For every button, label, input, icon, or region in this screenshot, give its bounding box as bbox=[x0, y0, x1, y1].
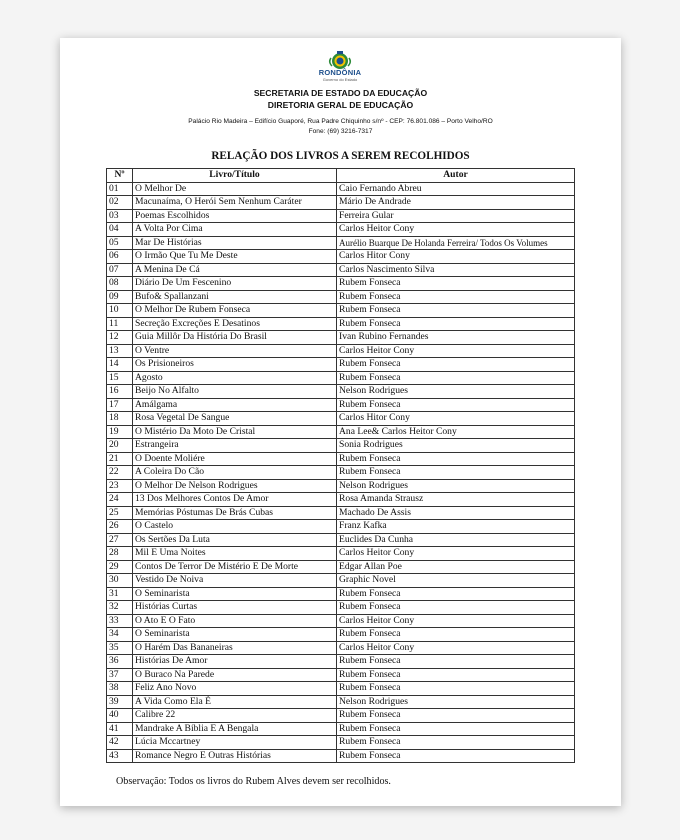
row-number: 34 bbox=[107, 628, 133, 642]
table-row bbox=[107, 722, 575, 736]
header-diretoria: DIRETORIA GERAL DE EDUCAÇÃO bbox=[267, 100, 414, 110]
row-author: Nelson Rodrigues bbox=[337, 695, 575, 709]
row-author: Nelson Rodrigues bbox=[337, 385, 575, 399]
row-number: 38 bbox=[107, 682, 133, 696]
row-number: 27 bbox=[107, 533, 133, 547]
row-title: O Seminarista bbox=[133, 587, 337, 601]
table-row bbox=[107, 250, 575, 264]
row-title: Diário De Um Fescenino bbox=[133, 277, 337, 291]
table-row bbox=[107, 479, 575, 493]
table-row bbox=[107, 574, 575, 588]
row-title: Poemas Escolhidos bbox=[133, 209, 337, 223]
books-table-body bbox=[107, 182, 575, 763]
row-author: Rubem Fonseca bbox=[337, 655, 575, 669]
row-number: 05 bbox=[107, 236, 133, 250]
table-row bbox=[107, 682, 575, 696]
row-title: Memórias Póstumas De Brás Cubas bbox=[133, 506, 337, 520]
row-number: 07 bbox=[107, 263, 133, 277]
table-row bbox=[107, 196, 575, 210]
row-author: Rubem Fonseca bbox=[337, 628, 575, 642]
row-number: 15 bbox=[107, 371, 133, 385]
row-title: Amálgama bbox=[133, 398, 337, 412]
table-row bbox=[107, 560, 575, 574]
row-author: Ferreira Gular bbox=[337, 209, 575, 223]
row-author: Euclides Da Cunha bbox=[337, 533, 575, 547]
row-title: Romance Negro E Outras Histórias bbox=[133, 749, 337, 763]
row-title: Lúcia Mccartney bbox=[133, 736, 337, 750]
row-author: Carlos Heitor Cony bbox=[337, 344, 575, 358]
row-author: Rubem Fonseca bbox=[337, 668, 575, 682]
table-row bbox=[107, 344, 575, 358]
table-row bbox=[107, 668, 575, 682]
row-author: Ana Lee& Carlos Heitor Cony bbox=[337, 425, 575, 439]
table-row bbox=[107, 371, 575, 385]
row-title: Macunaíma, O Herói Sem Nenhum Caráter bbox=[133, 196, 337, 210]
row-title: O Melhor De Rubem Fonseca bbox=[133, 304, 337, 318]
row-title: Bufo& Spallanzani bbox=[133, 290, 337, 304]
row-title: A Volta Por Cima bbox=[133, 223, 337, 237]
row-title: O Melhor De bbox=[133, 182, 337, 196]
row-number: 12 bbox=[107, 331, 133, 345]
row-number: 28 bbox=[107, 547, 133, 561]
logo-subtitle: Governo do Estado bbox=[322, 77, 358, 82]
row-number: 11 bbox=[107, 317, 133, 331]
row-title: O Ventre bbox=[133, 344, 337, 358]
document-page bbox=[60, 38, 621, 806]
row-author: Carlos Heitor Cony bbox=[337, 614, 575, 628]
row-number: 01 bbox=[107, 182, 133, 196]
row-author: Rubem Fonseca bbox=[337, 601, 575, 615]
table-row bbox=[107, 277, 575, 291]
row-author: Rubem Fonseca bbox=[337, 587, 575, 601]
row-number: 13 bbox=[107, 344, 133, 358]
row-author: Rubem Fonseca bbox=[337, 466, 575, 480]
row-title: A Vida Como Ela É bbox=[133, 695, 337, 709]
table-row bbox=[107, 236, 575, 250]
table-row bbox=[107, 641, 575, 655]
row-title: Vestido De Noiva bbox=[133, 574, 337, 588]
table-row bbox=[107, 385, 575, 399]
table-row bbox=[107, 736, 575, 750]
row-title: O Seminarista bbox=[133, 628, 337, 642]
row-number: 42 bbox=[107, 736, 133, 750]
header-phone: Fone: (69) 3216-7317 bbox=[308, 128, 373, 135]
row-number: 09 bbox=[107, 290, 133, 304]
row-author: Machado De Assis bbox=[337, 506, 575, 520]
row-author: Rubem Fonseca bbox=[337, 749, 575, 763]
table-row bbox=[107, 209, 575, 223]
row-title: Mar De Histórias bbox=[133, 236, 337, 250]
row-title: O Melhor De Nelson Rodrigues bbox=[133, 479, 337, 493]
observation-note: Observação: Todos os livros do Rubem Alves devem ser recolhidos. bbox=[116, 776, 391, 787]
row-number: 37 bbox=[107, 668, 133, 682]
row-title: Os Prisioneiros bbox=[133, 358, 337, 372]
row-number: 36 bbox=[107, 655, 133, 669]
row-number: 06 bbox=[107, 250, 133, 264]
table-row bbox=[107, 547, 575, 561]
row-title: 13 Dos Melhores Contos De Amor bbox=[133, 493, 337, 507]
table-row bbox=[107, 425, 575, 439]
row-author: Carlos Hitor Cony bbox=[337, 250, 575, 264]
table-row bbox=[107, 493, 575, 507]
row-author: Sonia Rodrigues bbox=[337, 439, 575, 453]
row-title: Beijo No Alfalto bbox=[133, 385, 337, 399]
row-author: Graphic Novel bbox=[337, 574, 575, 588]
row-author: Rosa Amanda Strausz bbox=[337, 493, 575, 507]
row-number: 18 bbox=[107, 412, 133, 426]
row-number: 02 bbox=[107, 196, 133, 210]
row-title: Secreção Excreções E Desatinos bbox=[133, 317, 337, 331]
row-title: Rosa Vegetal De Sangue bbox=[133, 412, 337, 426]
row-number: 35 bbox=[107, 641, 133, 655]
row-author: Rubem Fonseca bbox=[337, 290, 575, 304]
row-title: O Doente Moliére bbox=[133, 452, 337, 466]
row-number: 20 bbox=[107, 439, 133, 453]
row-number: 19 bbox=[107, 425, 133, 439]
row-number: 08 bbox=[107, 277, 133, 291]
row-number: 10 bbox=[107, 304, 133, 318]
row-title: O Harém Das Bananeiras bbox=[133, 641, 337, 655]
table-row bbox=[107, 263, 575, 277]
row-author: Carlos Nascimento Silva bbox=[337, 263, 575, 277]
row-title: O Buraco Na Parede bbox=[133, 668, 337, 682]
row-author: Rubem Fonseca bbox=[337, 371, 575, 385]
row-number: 14 bbox=[107, 358, 133, 372]
table-row bbox=[107, 655, 575, 669]
row-number: 33 bbox=[107, 614, 133, 628]
row-number: 29 bbox=[107, 560, 133, 574]
row-title: O Mistério Da Moto De Cristal bbox=[133, 425, 337, 439]
row-author: Carlos Hitor Cony bbox=[337, 412, 575, 426]
row-number: 16 bbox=[107, 385, 133, 399]
row-title: Mandrake A Bíblia E A Bengala bbox=[133, 722, 337, 736]
row-number: 24 bbox=[107, 493, 133, 507]
row-title: O Irmão Que Tu Me Deste bbox=[133, 250, 337, 264]
row-title: Calibre 22 bbox=[133, 709, 337, 723]
header-title: Livro/Título bbox=[133, 169, 337, 183]
table-row bbox=[107, 439, 575, 453]
row-title: Guia Millôr Da História Do Brasil bbox=[133, 331, 337, 345]
table-row bbox=[107, 398, 575, 412]
row-title: Contos De Terror De Mistério E De Morte bbox=[133, 560, 337, 574]
row-number: 32 bbox=[107, 601, 133, 615]
row-number: 17 bbox=[107, 398, 133, 412]
row-author: Edgar Allan Poe bbox=[337, 560, 575, 574]
table-row bbox=[107, 331, 575, 345]
row-author: Rubem Fonseca bbox=[337, 317, 575, 331]
row-author: Caio Fernando Abreu bbox=[337, 182, 575, 196]
row-number: 23 bbox=[107, 479, 133, 493]
logo-title: RONDÔNIA bbox=[318, 68, 362, 77]
row-title: O Castelo bbox=[133, 520, 337, 534]
row-number: 03 bbox=[107, 209, 133, 223]
table-row bbox=[107, 628, 575, 642]
row-author: Rubem Fonseca bbox=[337, 452, 575, 466]
header-author: Autor bbox=[337, 169, 575, 183]
row-number: 25 bbox=[107, 506, 133, 520]
row-number: 41 bbox=[107, 722, 133, 736]
table-row bbox=[107, 452, 575, 466]
row-author: Mário De Andrade bbox=[337, 196, 575, 210]
row-number: 26 bbox=[107, 520, 133, 534]
table-row bbox=[107, 466, 575, 480]
row-author: Aurélio Buarque De Holanda Ferreira/ Todos Os Volumes bbox=[337, 236, 575, 250]
row-author: Rubem Fonseca bbox=[337, 398, 575, 412]
row-author: Ivan Rubino Fernandes bbox=[337, 331, 575, 345]
table-row bbox=[107, 182, 575, 196]
row-number: 31 bbox=[107, 587, 133, 601]
table-row bbox=[107, 695, 575, 709]
books-table bbox=[106, 168, 575, 763]
row-number: 21 bbox=[107, 452, 133, 466]
row-number: 40 bbox=[107, 709, 133, 723]
row-author: Rubem Fonseca bbox=[337, 277, 575, 291]
table-header-row bbox=[107, 169, 575, 183]
row-author: Carlos Heitor Cony bbox=[337, 641, 575, 655]
header-secretaria: SECRETARIA DE ESTADO DA EDUCAÇÃO bbox=[253, 88, 428, 98]
row-author: Rubem Fonseca bbox=[337, 709, 575, 723]
row-author: Rubem Fonseca bbox=[337, 304, 575, 318]
row-title: A Coleira Do Cão bbox=[133, 466, 337, 480]
row-title: Histórias De Amor bbox=[133, 655, 337, 669]
row-author: Nelson Rodrigues bbox=[337, 479, 575, 493]
row-number: 39 bbox=[107, 695, 133, 709]
row-author: Carlos Heitor Cony bbox=[337, 547, 575, 561]
row-title: Feliz Ano Novo bbox=[133, 682, 337, 696]
row-number: 22 bbox=[107, 466, 133, 480]
row-title: O Ato E O Fato bbox=[133, 614, 337, 628]
row-author: Rubem Fonseca bbox=[337, 722, 575, 736]
table-row bbox=[107, 358, 575, 372]
row-number: 04 bbox=[107, 223, 133, 237]
document-title: RELAÇÃO DOS LIVROS A SEREM RECOLHIDOS bbox=[211, 150, 470, 162]
table-row bbox=[107, 317, 575, 331]
row-author: Franz Kafka bbox=[337, 520, 575, 534]
table-row bbox=[107, 587, 575, 601]
row-author: Rubem Fonseca bbox=[337, 358, 575, 372]
row-title: Estrangeira bbox=[133, 439, 337, 453]
row-author: Rubem Fonseca bbox=[337, 736, 575, 750]
row-title: Os Sertões Da Luta bbox=[133, 533, 337, 547]
header-address: Palácio Rio Madeira – Edifício Guaporé, Rua Padre Chiquinho s/nº - CEP: 76.801.086 – Porto Velho/RO bbox=[188, 118, 493, 125]
row-author: Rubem Fonseca bbox=[337, 682, 575, 696]
table-row bbox=[107, 533, 575, 547]
table-row bbox=[107, 749, 575, 763]
table-row bbox=[107, 506, 575, 520]
table-row bbox=[107, 520, 575, 534]
row-number: 43 bbox=[107, 749, 133, 763]
table-row bbox=[107, 304, 575, 318]
header-number: Nº bbox=[107, 169, 133, 183]
table-row bbox=[107, 290, 575, 304]
table-row bbox=[107, 614, 575, 628]
table-row bbox=[107, 601, 575, 615]
table-row bbox=[107, 223, 575, 237]
row-title: Mil E Uma Noites bbox=[133, 547, 337, 561]
row-title: Histórias Curtas bbox=[133, 601, 337, 615]
row-author: Carlos Heitor Cony bbox=[337, 223, 575, 237]
table-row bbox=[107, 412, 575, 426]
row-title: A Menina De Cá bbox=[133, 263, 337, 277]
table-row bbox=[107, 709, 575, 723]
row-number: 30 bbox=[107, 574, 133, 588]
row-title: Agosto bbox=[133, 371, 337, 385]
